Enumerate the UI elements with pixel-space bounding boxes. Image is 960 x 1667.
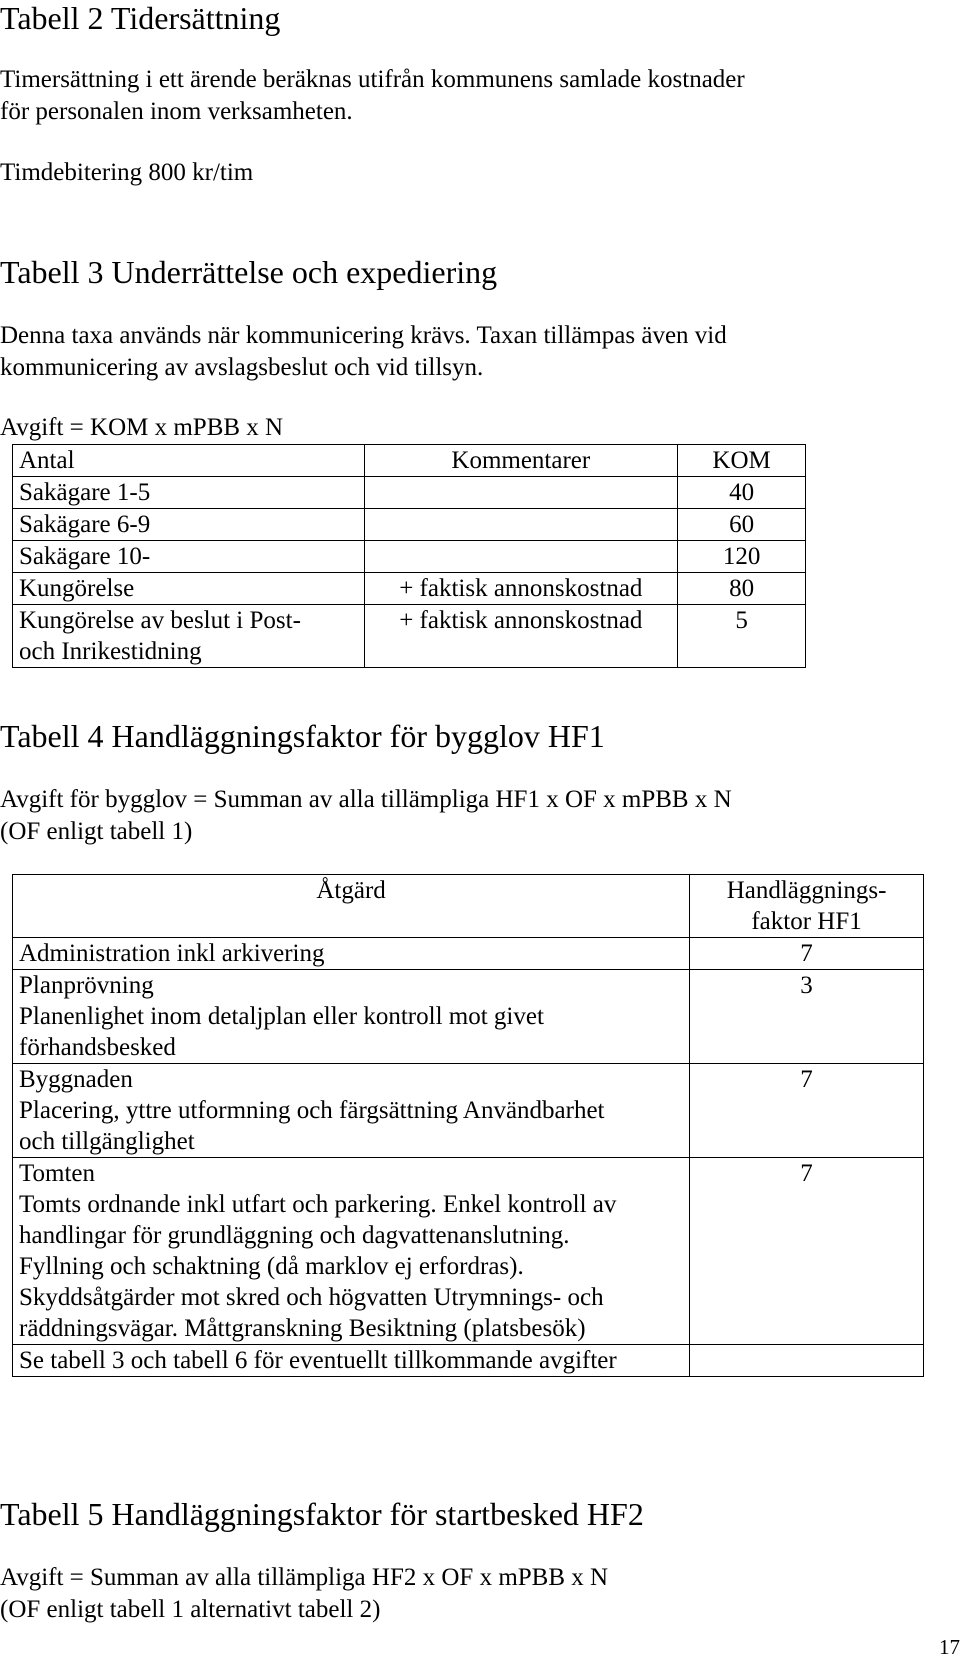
tabell3-formula: Avgift = KOM x mPBB x N	[0, 414, 284, 441]
tabell5-heading: Tabell 5 Handläggningsfaktor för startbesked HF2	[0, 1496, 644, 1532]
cell-atgard	[13, 1345, 690, 1377]
cell-kom: 60	[678, 509, 806, 541]
tabell4-table	[12, 874, 924, 1377]
cell-atgard	[13, 970, 690, 1064]
header-atgard: Åtgärd	[13, 875, 690, 938]
cell-line: handlingar för grundläggning och dagvattenanslutning.	[19, 1222, 570, 1249]
tabell3-table	[12, 444, 806, 668]
table-row	[13, 541, 806, 573]
cell-antal: Kungörelse	[13, 573, 365, 605]
cell-line: Planprövning	[19, 972, 154, 999]
tabell5-note: (OF enligt tabell 1 alternativt tabell 2)	[0, 1596, 381, 1623]
cell-kom: 120	[678, 541, 806, 573]
table-row	[13, 970, 924, 1064]
tabell5-formula: Avgift = Summan av alla tillämpliga HF2 x OF x mPBB x N	[0, 1564, 609, 1591]
cell-line: Se tabell 3 och tabell 6 för eventuellt tillkommande avgifter	[19, 1347, 617, 1374]
cell-line: Tomts ordnande inkl utfart och parkering. Enkel kontroll av	[19, 1191, 617, 1218]
table-header-row	[13, 445, 806, 477]
tabell3-heading: Tabell 3 Underrättelse och expediering	[0, 254, 498, 290]
tabell2-heading: Tabell 2 Tidersättning	[0, 0, 281, 36]
tabell4-note: (OF enligt tabell 1)	[0, 818, 193, 845]
cell-hf: 7	[690, 1064, 924, 1158]
cell-line: och tillgänglighet	[19, 1128, 195, 1155]
cell-kommentar: + faktisk annonskostnad	[364, 605, 678, 668]
tabell3-paragraph-line1: Denna taxa används när kommunicering krävs. Taxan tillämpas även vid	[0, 322, 727, 349]
header-hf-line1: Handläggnings-	[726, 877, 887, 904]
cell-antal: Sakägare 1-5	[13, 477, 365, 509]
cell-kommentar	[364, 541, 678, 573]
cell-atgard	[13, 938, 690, 970]
header-kom: KOM	[678, 445, 806, 477]
cell-antal	[13, 605, 365, 668]
cell-kom: 5	[678, 605, 806, 668]
tabell4-heading: Tabell 4 Handläggningsfaktor för bygglov HF1	[0, 718, 605, 754]
cell-antal: Sakägare 10-	[13, 541, 365, 573]
cell-kom: 40	[678, 477, 806, 509]
tabell2-timdebitering: Timdebitering 800 kr/tim	[0, 159, 254, 186]
cell-hf: 3	[690, 970, 924, 1064]
table-row	[13, 509, 806, 541]
cell-line: Byggnaden	[19, 1066, 133, 1093]
cell-line: Fyllning och schaktning (då marklov ej erfordras).	[19, 1253, 524, 1280]
cell-line: förhandsbesked	[19, 1034, 176, 1061]
cell-line: Tomten	[19, 1160, 96, 1187]
header-hf-line2: faktor HF1	[751, 908, 862, 935]
cell-kom: 80	[678, 573, 806, 605]
cell-hf	[690, 1345, 924, 1377]
cell-antal-line2: och Inrikestidning	[19, 638, 202, 665]
cell-kommentar	[364, 509, 678, 541]
table-row	[13, 1158, 924, 1345]
cell-line: räddningsvägar. Måttgranskning Besiktning (platsbesök)	[19, 1315, 586, 1342]
cell-line: Administration inkl arkivering	[19, 940, 325, 967]
tabell2-paragraph-line2: för personalen inom verksamheten.	[0, 98, 353, 125]
tabell3-paragraph-line2: kommunicering av avslagsbeslut och vid tillsyn.	[0, 354, 484, 381]
cell-line: Skyddsåtgärder mot skred och högvatten Utrymnings- och	[19, 1284, 604, 1311]
cell-atgard	[13, 1064, 690, 1158]
cell-atgard	[13, 1158, 690, 1345]
cell-line: Planenlighet inom detaljplan eller kontroll mot givet	[19, 1003, 544, 1030]
tabell2-paragraph-line1: Timersättning i ett ärende beräknas utifrån kommunens samlade kostnader	[0, 66, 745, 93]
table-row	[13, 605, 806, 668]
header-kommentarer: Kommentarer	[364, 445, 678, 477]
table-row	[13, 477, 806, 509]
page-number: 17	[939, 1635, 960, 1659]
cell-hf: 7	[690, 1158, 924, 1345]
table-row	[13, 1064, 924, 1158]
table-row	[13, 938, 924, 970]
table-row	[13, 1345, 924, 1377]
cell-kommentar	[364, 477, 678, 509]
tabell4-formula: Avgift för bygglov = Summan av alla tillämpliga HF1 x OF x mPBB x N	[0, 786, 732, 813]
cell-line: Placering, yttre utformning och färgsättning Användbarhet	[19, 1097, 605, 1124]
header-handlaggningsfaktor	[690, 875, 924, 938]
table-row	[13, 573, 806, 605]
cell-hf: 7	[690, 938, 924, 970]
cell-kommentar: + faktisk annonskostnad	[364, 573, 678, 605]
cell-antal: Sakägare 6-9	[13, 509, 365, 541]
table-header-row	[13, 875, 924, 938]
cell-antal-line1: Kungörelse av beslut i Post-	[19, 607, 301, 634]
header-antal: Antal	[13, 445, 365, 477]
